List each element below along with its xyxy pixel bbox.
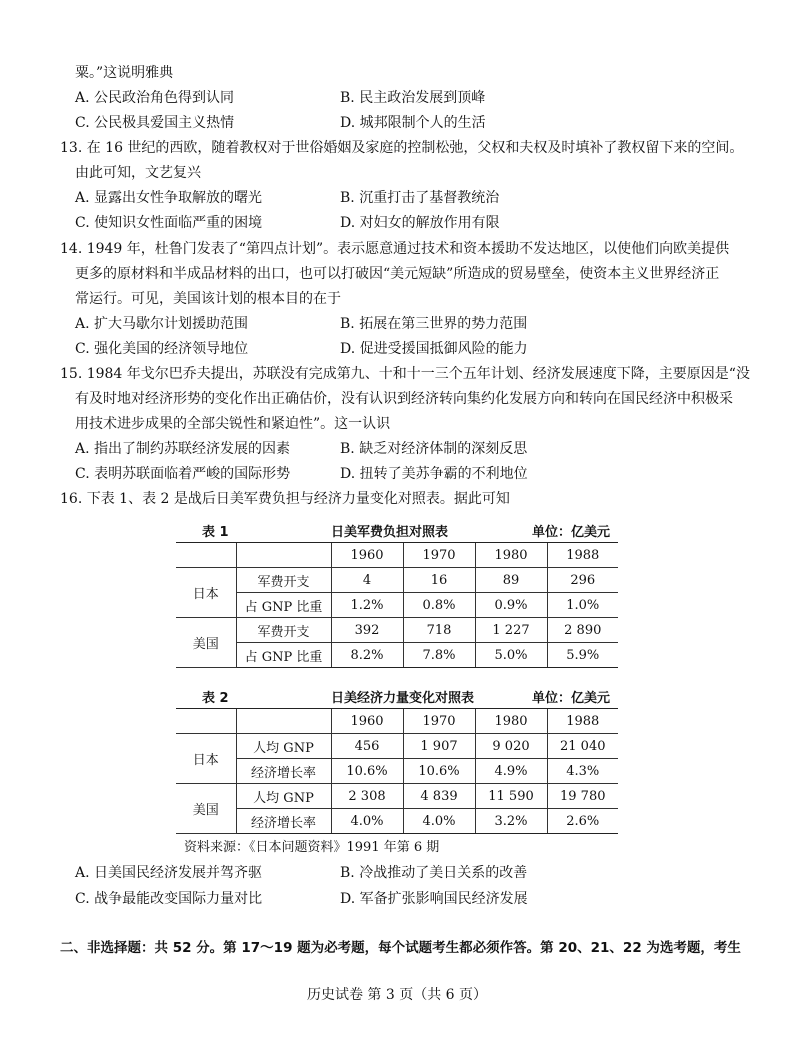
table-cell: 3.2% bbox=[475, 809, 547, 834]
table-cell: 19 780 bbox=[547, 784, 618, 809]
q12-option-c[interactable]: C. 公民极具爱国主义热情 bbox=[75, 115, 235, 131]
q14-option-b[interactable]: B. 拓展在第三世界的势力范围 bbox=[340, 316, 528, 332]
top-line: 粟。”这说明雅典 bbox=[75, 65, 174, 81]
table-cell: 21 040 bbox=[547, 734, 618, 759]
q14-stem-line2: 更多的原材料和半成品材料的出口，也可以打破因“美元短缺”所造成的贸易壁垒，使资本主义世界经济正 bbox=[75, 266, 720, 282]
q12-option-b[interactable]: B. 民主政治发展到顶峰 bbox=[340, 90, 486, 106]
table-cell: 8.2% bbox=[331, 643, 403, 668]
q14-option-c[interactable]: C. 强化美国的经济领导地位 bbox=[75, 341, 249, 357]
section-2-heading: 二、非选择题：共 52 分。第 17～19 题为必考题，每个试题考生都必须作答。第 20、21、22 为选考题，考生 bbox=[60, 940, 741, 956]
table-cell: 5.0% bbox=[475, 643, 547, 668]
table-cell: 1.2% bbox=[331, 593, 403, 618]
q15-option-c[interactable]: C. 表明苏联面临着严峻的国际形势 bbox=[75, 466, 291, 482]
row-label: 军费开支 bbox=[236, 568, 331, 593]
table-1-title: 日美军费负担对照表 bbox=[331, 518, 475, 543]
q16-stem: 16. 下表 1、表 2 是战后日美军费负担与经济力量变化对照表。据此可知 bbox=[60, 491, 510, 507]
q16-option-c[interactable]: C. 战争最能改变国际力量对比 bbox=[75, 891, 263, 907]
row-label: 占 GNP 比重 bbox=[236, 593, 331, 618]
table-2-unit: 单位：亿美元 bbox=[475, 684, 618, 709]
table-cell: 16 bbox=[403, 568, 475, 593]
table-cell: 7.8% bbox=[403, 643, 475, 668]
table-cell: 296 bbox=[547, 568, 618, 593]
table-cell: 392 bbox=[331, 618, 403, 643]
q15-stem-line2: 有及时地对经济形势的变化作出正确估价，没有认识到经济转向集约化发展方向和转向在国民经济中积极采 bbox=[75, 391, 733, 407]
table-2-economic-strength bbox=[176, 684, 618, 834]
q16-option-a[interactable]: A. 日美国民经济发展并驾齐驱 bbox=[75, 865, 263, 881]
q15-stem-line1: 15. 1984 年戈尔巴乔夫提出，苏联没有完成第九、十和十一三个五年计划、经济发展速度下降，主要原因是“没 bbox=[60, 366, 750, 382]
table-row bbox=[176, 568, 618, 593]
table-cell: 0.9% bbox=[475, 593, 547, 618]
table-cell: 10.6% bbox=[331, 759, 403, 784]
table-cell: 1.0% bbox=[547, 593, 618, 618]
table-cell: 5.9% bbox=[547, 643, 618, 668]
table-1-military-spending bbox=[176, 518, 618, 668]
q14-stem-line1: 14. 1949 年，杜鲁门发表了“第四点计划”。表示愿意通过技术和资本援助不发达地区，以使他们向欧美提供 bbox=[60, 241, 730, 257]
table-cell: 0.8% bbox=[403, 593, 475, 618]
table-row bbox=[176, 784, 618, 809]
table-cell: 456 bbox=[331, 734, 403, 759]
page-footer: 历史试卷 第 3 页（共 6 页） bbox=[306, 987, 488, 1003]
table-cell: 1 227 bbox=[475, 618, 547, 643]
q16-option-b[interactable]: B. 冷战推动了美日关系的改善 bbox=[340, 865, 528, 881]
row-label: 军费开支 bbox=[236, 618, 331, 643]
table-1-year: 1970 bbox=[403, 543, 475, 568]
q13-option-d[interactable]: D. 对妇女的解放作用有限 bbox=[340, 215, 500, 231]
table-cell: 2 890 bbox=[547, 618, 618, 643]
table-1-year: 1988 bbox=[547, 543, 618, 568]
table-cell: 1 907 bbox=[403, 734, 475, 759]
q15-option-d[interactable]: D. 扭转了美苏争霸的不利地位 bbox=[340, 466, 528, 482]
q14-option-d[interactable]: D. 促进受援国抵御风险的能力 bbox=[340, 341, 528, 357]
row-label: 经济增长率 bbox=[236, 759, 331, 784]
q13-stem-line1: 13. 在 16 世纪的西欧，随着教权对于世俗婚姻及家庭的控制松弛，父权和夫权及时填补了教权留下来的空间。 bbox=[60, 140, 744, 156]
country-label: 日本 bbox=[176, 734, 236, 784]
q15-stem-line3: 用技术进步成果的全部尖锐性和紧迫性”。这一认识 bbox=[75, 416, 391, 432]
table-cell: 2.6% bbox=[547, 809, 618, 834]
table-cell: 4.3% bbox=[547, 759, 618, 784]
row-label: 人均 GNP bbox=[236, 734, 331, 759]
table-cell: 4.0% bbox=[331, 809, 403, 834]
row-label: 经济增长率 bbox=[236, 809, 331, 834]
table-2-year: 1960 bbox=[331, 709, 403, 734]
q13-option-b[interactable]: B. 沉重打击了基督教统治 bbox=[340, 190, 500, 206]
table-2-year: 1988 bbox=[547, 709, 618, 734]
table-1-label: 表 1 bbox=[176, 518, 331, 543]
table-cell: 9 020 bbox=[475, 734, 547, 759]
q14-stem-line3: 常运行。可见，美国该计划的根本目的在于 bbox=[75, 291, 341, 307]
country-label: 美国 bbox=[176, 618, 236, 668]
country-label: 美国 bbox=[176, 784, 236, 834]
q15-option-a[interactable]: A. 指出了制约苏联经济发展的因素 bbox=[75, 441, 291, 457]
table-cell: 4 bbox=[331, 568, 403, 593]
country-label: 日本 bbox=[176, 568, 236, 618]
row-label: 人均 GNP bbox=[236, 784, 331, 809]
q13-option-a[interactable]: A. 显露出女性争取解放的曙光 bbox=[75, 190, 263, 206]
table-cell: 718 bbox=[403, 618, 475, 643]
q16-option-d[interactable]: D. 军备扩张影响国民经济发展 bbox=[340, 891, 528, 907]
table-row bbox=[176, 734, 618, 759]
table-row bbox=[176, 643, 618, 668]
table-2-year: 1970 bbox=[403, 709, 475, 734]
q14-option-a[interactable]: A. 扩大马歇尔计划援助范围 bbox=[75, 316, 249, 332]
q15-option-b[interactable]: B. 缺乏对经济体制的深刻反思 bbox=[340, 441, 528, 457]
table-row bbox=[176, 759, 618, 784]
table-cell: 89 bbox=[475, 568, 547, 593]
table-2-label: 表 2 bbox=[176, 684, 331, 709]
table-1-year: 1960 bbox=[331, 543, 403, 568]
row-label: 占 GNP 比重 bbox=[236, 643, 331, 668]
q13-option-c[interactable]: C. 使知识女性面临严重的困境 bbox=[75, 215, 263, 231]
table-1-unit: 单位：亿美元 bbox=[475, 518, 618, 543]
table-cell: 11 590 bbox=[475, 784, 547, 809]
table-cell: 10.6% bbox=[403, 759, 475, 784]
q13-stem-line2: 由此可知，文艺复兴 bbox=[75, 165, 201, 181]
table-cell: 4.0% bbox=[403, 809, 475, 834]
q12-option-a[interactable]: A. 公民政治角色得到认同 bbox=[75, 90, 235, 106]
table-2-title: 日美经济力量变化对照表 bbox=[331, 684, 475, 709]
table-2-year: 1980 bbox=[475, 709, 547, 734]
table-1-year: 1980 bbox=[475, 543, 547, 568]
table-cell: 4 839 bbox=[403, 784, 475, 809]
q12-option-d[interactable]: D. 城邦限制个人的生活 bbox=[340, 115, 486, 131]
table-cell: 2 308 bbox=[331, 784, 403, 809]
table-cell: 4.9% bbox=[475, 759, 547, 784]
table-row bbox=[176, 593, 618, 618]
table-row bbox=[176, 809, 618, 834]
table-row bbox=[176, 618, 618, 643]
table-source-note: 资料来源：《日本问题资料》1991 年第 6 期 bbox=[184, 840, 440, 855]
